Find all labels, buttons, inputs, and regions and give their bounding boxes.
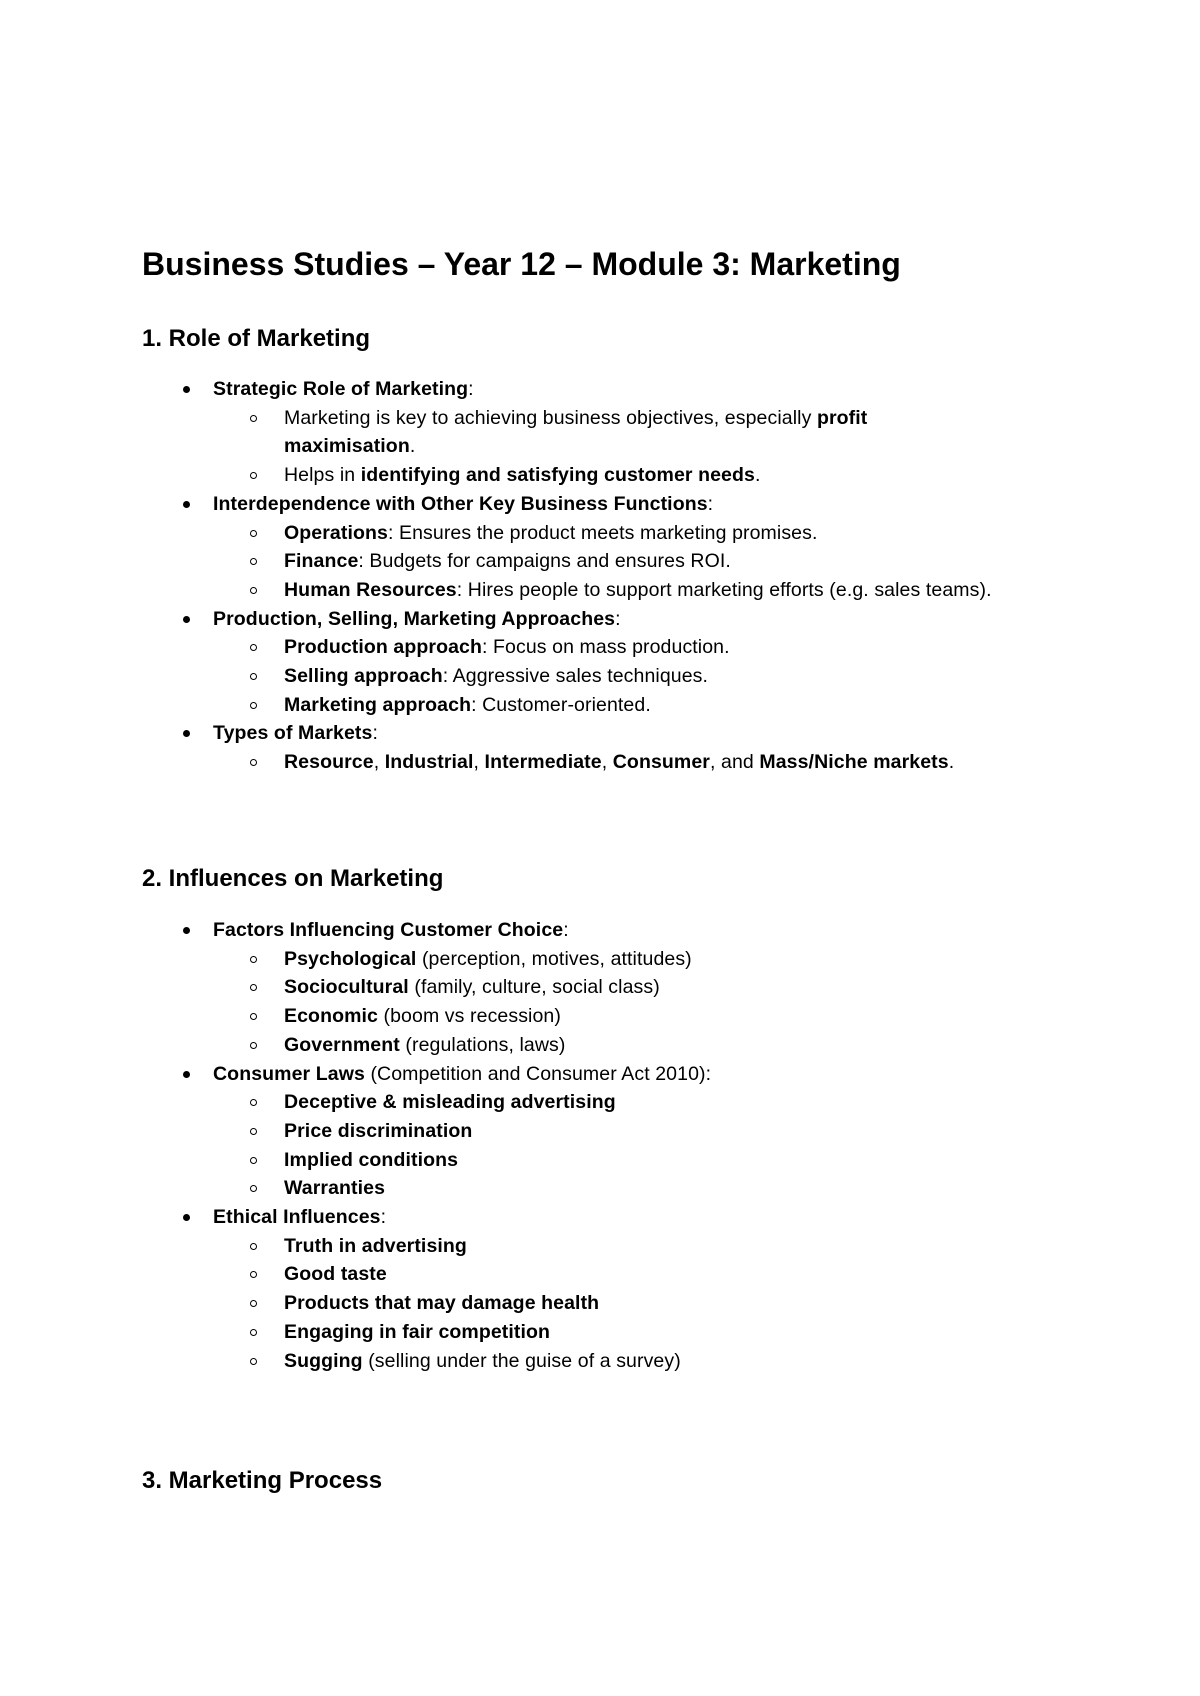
bold-text: Engaging in fair competition <box>284 1320 551 1343</box>
bold-text: Economic <box>284 1005 378 1028</box>
bold-text: Products that may damage health <box>284 1292 600 1315</box>
bold-text: Ethical Influences <box>213 1206 381 1228</box>
sub-list-item <box>284 519 818 548</box>
bullet-circle-icon <box>250 702 257 709</box>
text: (perception, motives, attitudes) <box>416 947 692 970</box>
text: : Focus on mass production. <box>482 636 730 659</box>
bullet-circle-icon <box>250 984 257 991</box>
bold-text: Consumer Laws <box>213 1062 365 1085</box>
sub-list-item <box>284 576 992 605</box>
text: : <box>380 1206 387 1228</box>
list-item <box>213 605 621 634</box>
bold-text: Sugging <box>284 1349 363 1372</box>
bold-text: Consumer <box>612 751 710 774</box>
bold-text: Finance <box>284 550 359 573</box>
bullet-dot-icon <box>183 1071 190 1078</box>
bullet-circle-icon <box>250 1271 257 1278</box>
bold-text: Resource <box>284 751 374 774</box>
bold-text: Strategic Role of Marketing <box>213 378 469 400</box>
text: : <box>707 492 714 515</box>
bullet-circle-icon <box>250 1042 257 1049</box>
list-item <box>213 719 378 748</box>
text: (regulations, laws) <box>399 1033 566 1056</box>
sub-list-item <box>284 691 651 720</box>
sub-list-item <box>284 1232 467 1261</box>
section-heading: 3. Marketing Process <box>142 1467 383 1494</box>
list-item <box>213 1203 386 1232</box>
bullet-circle-icon <box>250 1013 257 1020</box>
bullet-circle-icon <box>250 587 257 594</box>
bullet-circle-icon <box>250 1128 257 1135</box>
sub-list-item <box>284 1002 561 1031</box>
sub-list-item <box>284 1031 566 1060</box>
text: : Ensures the product meets marketing promises. <box>387 521 818 544</box>
bullet-circle-icon <box>250 644 257 651</box>
bold-text: Production approach <box>284 636 482 659</box>
bold-text: Operations <box>284 521 388 544</box>
bold-text: Good taste <box>284 1263 387 1286</box>
bold-text: Selling approach <box>284 665 443 687</box>
sub-list-item <box>284 1260 387 1289</box>
bullet-circle-icon <box>250 472 257 479</box>
text: : Customer-oriented. <box>471 693 651 716</box>
bullet-circle-icon <box>250 1358 257 1365</box>
list-item <box>213 1060 711 1089</box>
bold-text: profit <box>816 406 868 429</box>
text: : <box>372 722 378 745</box>
sub-list-item <box>284 1289 599 1318</box>
text: , <box>601 751 613 774</box>
bold-text: Implied conditions <box>284 1148 459 1171</box>
bold-text: Human Resources <box>284 578 457 601</box>
text: . <box>409 435 416 458</box>
list-item <box>213 916 569 945</box>
sub-list-item <box>284 1318 550 1347</box>
sub-list-item <box>284 1088 616 1117</box>
bullet-circle-icon <box>250 1099 257 1106</box>
sub-list-item <box>284 461 761 490</box>
bold-text: Factors Influencing Customer Choice <box>213 919 564 941</box>
list-item-continuation <box>284 432 415 461</box>
bold-text: Truth in advertising <box>284 1234 467 1257</box>
bold-text: Warranties <box>284 1177 386 1200</box>
sub-list-item <box>284 1347 681 1376</box>
bold-text: maximisation <box>284 435 410 458</box>
sub-list-item <box>284 1146 458 1175</box>
text: (boom vs recession) <box>378 1005 561 1028</box>
bullet-circle-icon <box>250 956 257 963</box>
bullet-circle-icon <box>250 1157 257 1164</box>
text: : <box>615 607 621 630</box>
text: Helps in <box>284 464 361 487</box>
bold-text: identifying and satisfying customer needs <box>360 464 755 487</box>
bold-text: Sociocultural <box>284 976 409 999</box>
bullet-dot-icon <box>183 616 190 623</box>
sub-list-item <box>284 945 692 974</box>
sub-list-item <box>284 1117 472 1146</box>
bullet-dot-icon <box>183 501 190 508</box>
bullet-circle-icon <box>250 558 257 565</box>
text: Marketing is key to achieving business objectives, especially <box>284 406 817 429</box>
bullet-dot-icon <box>183 386 190 393</box>
section-heading: 1. Role of Marketing <box>142 325 371 352</box>
bold-text: Industrial <box>384 751 474 774</box>
sub-list-item <box>284 973 660 1002</box>
text: : <box>563 919 569 941</box>
bullet-circle-icon <box>250 1243 257 1250</box>
text: , <box>373 751 385 774</box>
bullet-dot-icon <box>183 1214 190 1221</box>
text: : Budgets for campaigns and ensures ROI. <box>358 550 731 573</box>
sub-list-item <box>284 662 708 691</box>
sub-list-item <box>284 547 731 576</box>
bold-text: Marketing approach <box>284 693 472 716</box>
sub-list-item <box>284 404 867 433</box>
bold-text: Psychological <box>284 947 417 970</box>
bold-text: Price discrimination <box>284 1119 473 1142</box>
bold-text: Mass/Niche markets <box>759 751 949 774</box>
bold-text: Production, Selling, Marketing Approaches <box>213 607 616 630</box>
bullet-circle-icon <box>250 673 257 680</box>
bold-text: Intermediate <box>484 751 602 774</box>
section-heading: 2. Influences on Marketing <box>142 865 444 892</box>
sub-list-item <box>284 633 730 662</box>
bold-text: Types of Markets <box>213 722 373 745</box>
bullet-circle-icon <box>250 415 257 422</box>
list-item <box>213 490 713 519</box>
bullet-circle-icon <box>250 1185 257 1192</box>
list-item <box>213 375 474 404</box>
text: : Aggressive sales techniques. <box>442 665 709 687</box>
text: (family, culture, social class) <box>408 976 660 999</box>
text: , and <box>709 751 760 774</box>
bullet-circle-icon <box>250 1300 257 1307</box>
text: . <box>948 751 955 774</box>
bullet-circle-icon <box>250 530 257 537</box>
bold-text: Interdependence with Other Key Business Functions <box>213 492 708 515</box>
bold-text: Deceptive & misleading advertising <box>284 1091 616 1114</box>
text: , <box>473 751 485 774</box>
page-title: Business Studies – Year 12 – Module 3: Marketing <box>142 246 901 282</box>
text: : <box>468 378 474 400</box>
bullet-dot-icon <box>183 927 190 934</box>
bullet-circle-icon <box>250 1329 257 1336</box>
text: (selling under the guise of a survey) <box>362 1349 681 1372</box>
text: : Hires people to support marketing efforts (e.g. sales teams). <box>456 578 992 601</box>
text: . <box>754 464 761 487</box>
text: (Competition and Consumer Act 2010): <box>364 1062 712 1085</box>
bullet-circle-icon <box>250 759 257 766</box>
sub-list-item <box>284 1174 385 1203</box>
sub-list-item <box>284 748 954 777</box>
bold-text: Government <box>284 1033 400 1056</box>
bullet-dot-icon <box>183 730 190 737</box>
